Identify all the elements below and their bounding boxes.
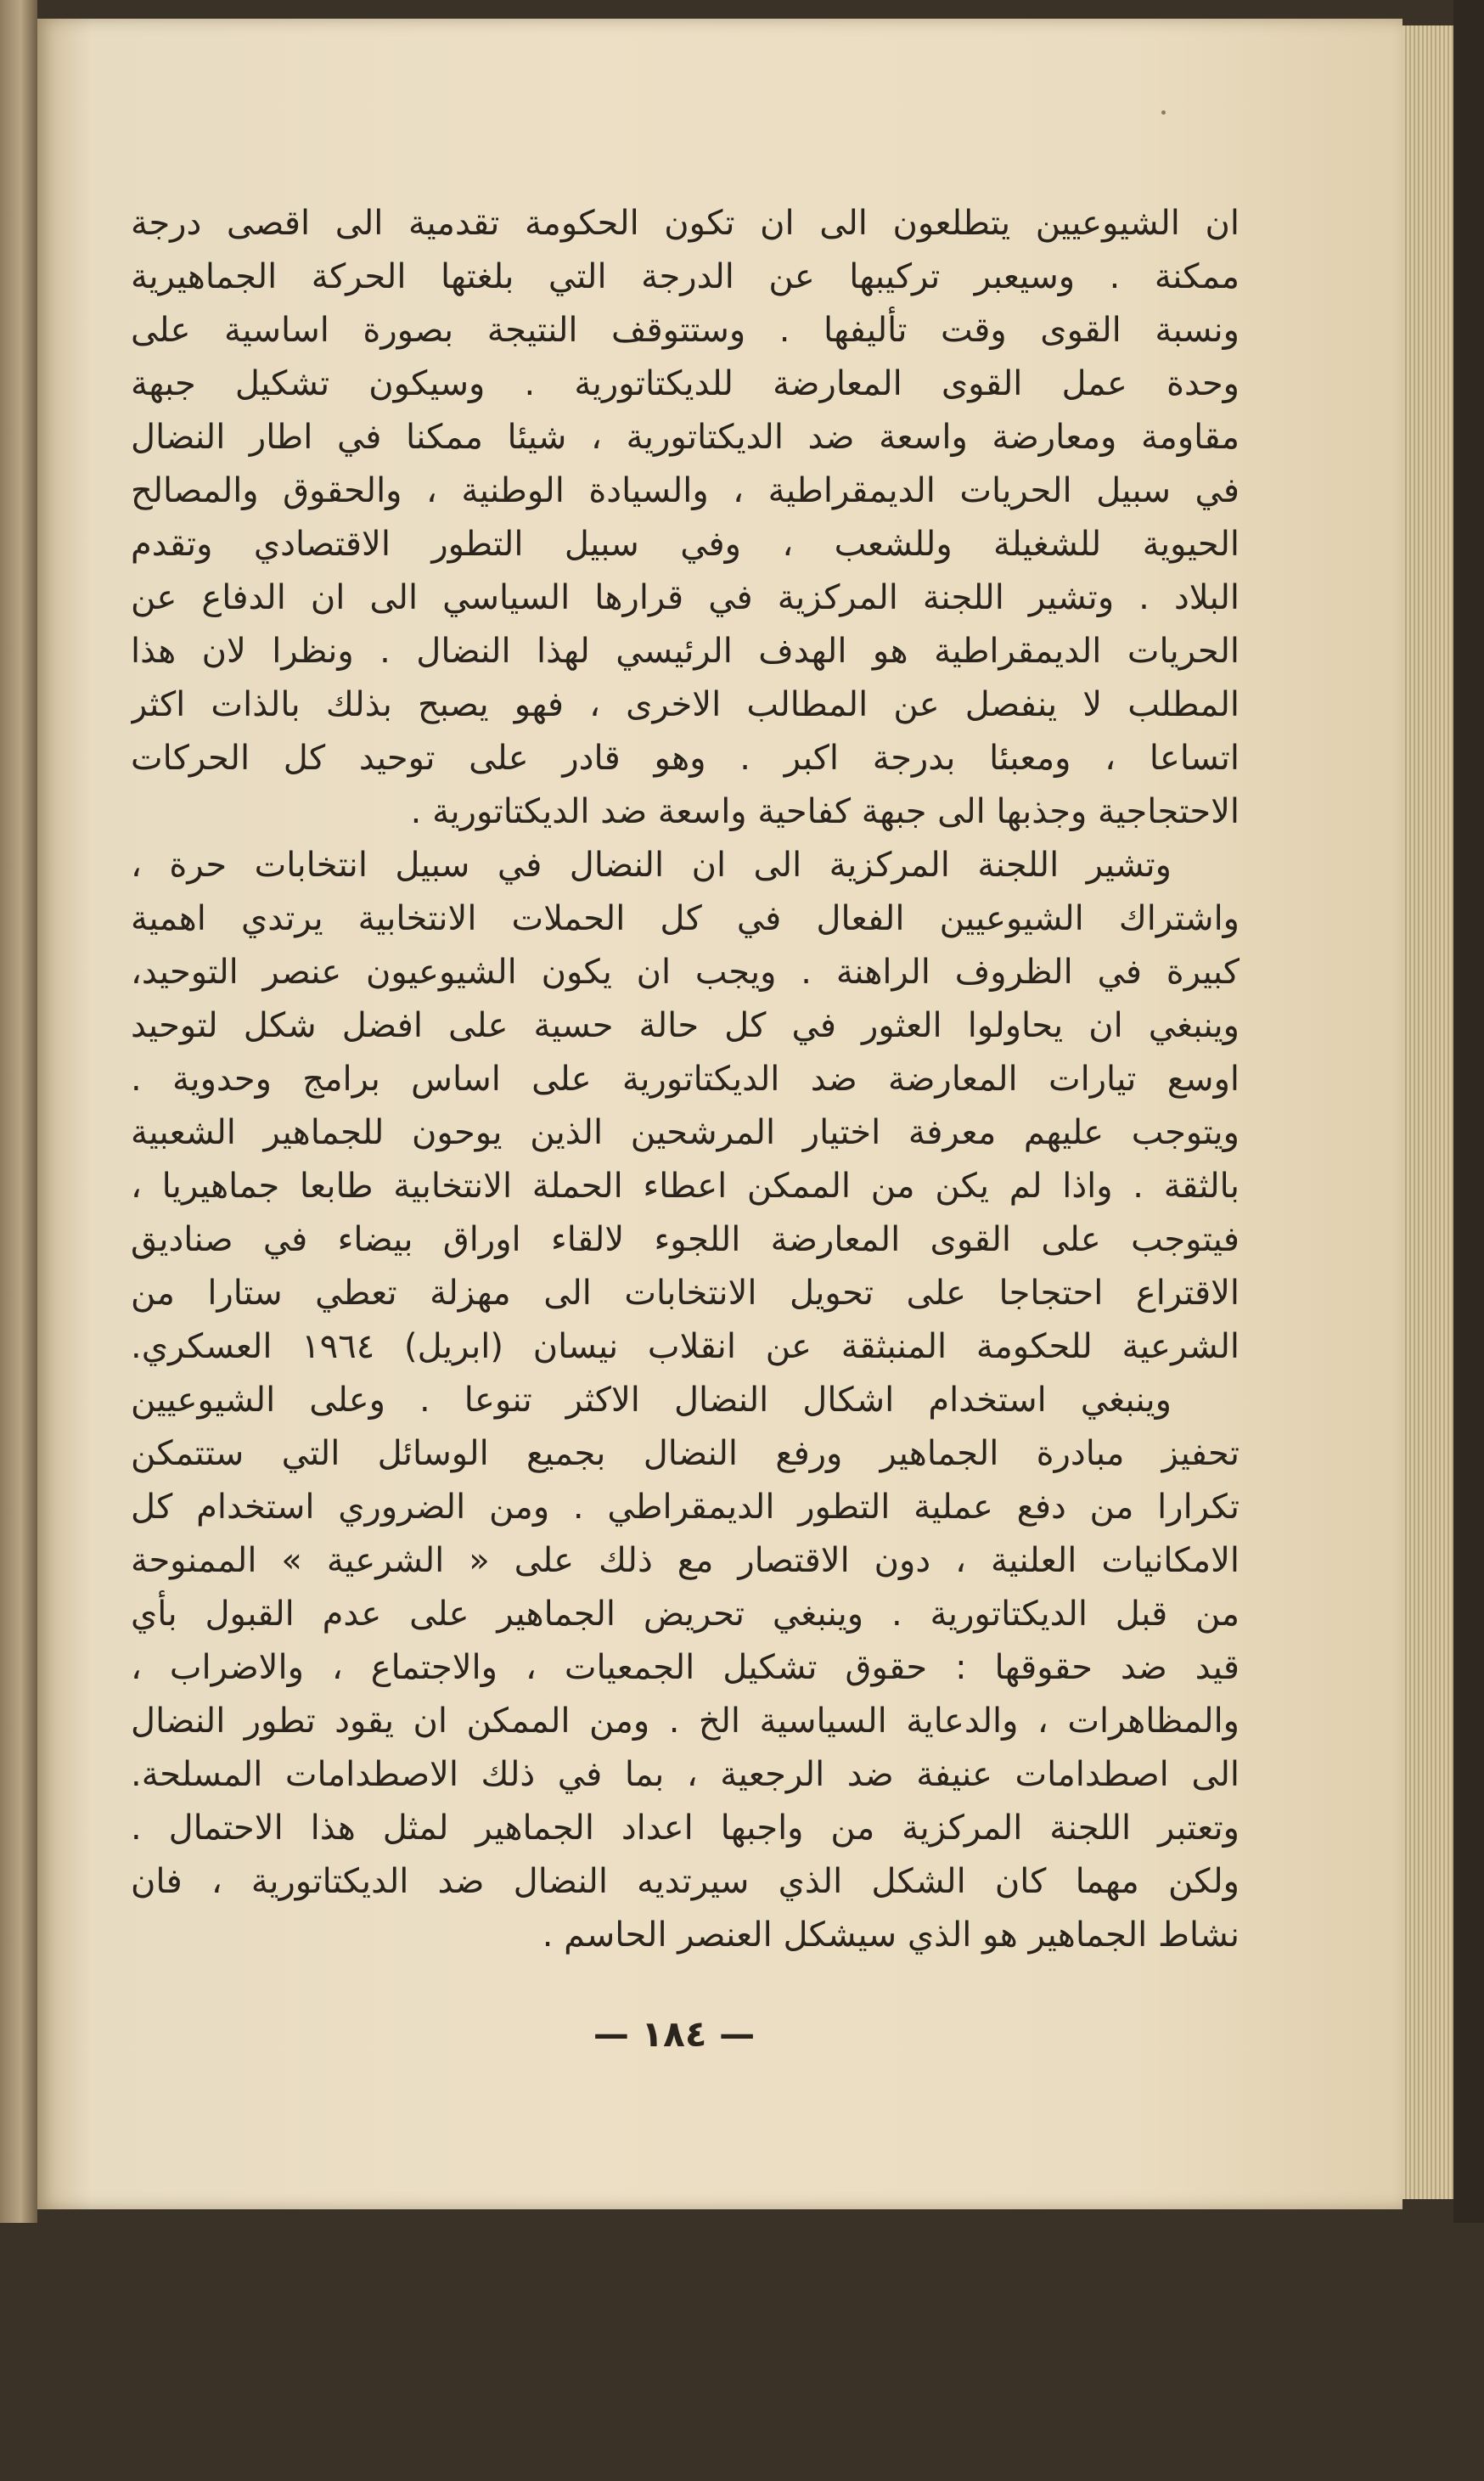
text-line: الحريات الديمقراطية هو الهدف الرئيسي لهذا النضال . ونظرا لان هذا xyxy=(131,632,1239,671)
text-line: الاحتجاجية وجذبها الى جبهة كفاحية واسعة ضد الديكتاتورية . xyxy=(410,792,1239,831)
text-line: فيتوجب على القوى المعارضة اللجوء لالقاء اوراق بيضاء في صناديق xyxy=(131,1220,1239,1259)
page-number: — ١٨٤ — xyxy=(593,2013,756,2055)
page-number-hidden xyxy=(586,2430,790,2481)
background-margin xyxy=(1453,0,1484,2223)
text-line: وتعتبر اللجنة المركزية من واجبها اعداد الجماهير لمثل هذا الاحتمال . xyxy=(131,1809,1239,1848)
text-line: كبيرة في الظروف الراهنة . ويجب ان يكون الشيوعيون عنصر التوحيد، xyxy=(131,953,1239,992)
text-line: بالثقة . واذا لم يكن من الممكن اعطاء الحملة الانتخابية طابعا جماهيريا ، xyxy=(131,1167,1239,1206)
text-line: وينبغي استخدام اشكال النضال الاكثر تنوعا . وعلى الشيوعيين xyxy=(131,1381,1172,1420)
text-line: والمظاهرات ، والدعاية السياسية الخ . ومن الممكن ان يقود تطور النضال xyxy=(131,1702,1239,1741)
body-text xyxy=(131,197,1239,1962)
text-line: الامكانيات العلنية ، دون الاقتصار مع ذلك على « الشرعية » الممنوحة xyxy=(131,1541,1239,1580)
page-stack-edges xyxy=(1402,25,1453,2199)
text-line: ونسبة القوى وقت تأليفها . وستتوقف النتيجة بصورة اساسية على xyxy=(131,311,1239,350)
text-line: واشتراك الشيوعيين الفعال في كل الحملات الانتخابية يرتدي اهمية xyxy=(131,899,1239,938)
text-line: الحيوية للشغيلة وللشعب ، وفي سبيل التطور الاقتصادي وتقدم xyxy=(131,525,1239,564)
text-line: ولكن مهما كان الشكل الذي سيرتديه النضال ضد الديكتاتورية ، فان xyxy=(131,1862,1239,1901)
text-line: ممكنة . وسيعبر تركيبها عن الدرجة التي بلغتها الحركة الجماهيرية xyxy=(131,257,1239,296)
text-line: من قبل الديكتاتورية . وينبغي تحريض الجماهير على عدم القبول بأي xyxy=(131,1595,1239,1634)
text-line: مقاومة ومعارضة واسعة ضد الديكتاتورية ، شيئا ممكنا في اطار النضال xyxy=(131,418,1239,457)
text-line: وتشير اللجنة المركزية الى ان النضال في سبيل انتخابات حرة ، xyxy=(131,846,1172,885)
facing-page-edge xyxy=(0,0,37,2223)
text-line: المطلب لا ينفصل عن المطالب الاخرى ، فهو يصبح بذلك بالذات اكثر xyxy=(131,685,1239,724)
text-line: تحفيز مبادرة الجماهير ورفع النضال بجميع الوسائل التي ستتمكن xyxy=(131,1434,1239,1473)
text-line: ويتوجب عليهم معرفة اختيار المرشحين الذين يوحون للجماهير الشعبية xyxy=(131,1113,1239,1152)
text-line: قيد ضد حقوقها : حقوق تشكيل الجمعيات ، والاجتماع ، والاضراب ، xyxy=(131,1648,1239,1687)
text-line: اتساعا ، ومعبئا بدرجة اكبر . وهو قادر على توحيد كل الحركات xyxy=(131,739,1239,778)
text-line: في سبيل الحريات الديمقراطية ، والسيادة الوطنية ، والحقوق والمصالح xyxy=(131,471,1239,510)
paper-speck xyxy=(1161,110,1166,115)
text-line: وينبغي ان يحاولوا العثور في كل حالة حسية على افضل شكل لتوحيد xyxy=(131,1006,1239,1045)
text-line: البلاد . وتشير اللجنة المركزية في قرارها السياسي الى ان الدفاع عن xyxy=(131,578,1239,617)
text-line: تكرارا من دفع عملية التطور الديمقراطي . ومن الضروري استخدام كل xyxy=(131,1488,1239,1527)
text-line: اوسع تيارات المعارضة ضد الديكتاتورية على اساس برامج وحدوية . xyxy=(131,1060,1239,1099)
text-line: وحدة عمل القوى المعارضة للديكتاتورية . وسيكون تشكيل جبهة xyxy=(131,364,1239,403)
text-line: الى اصطدامات عنيفة ضد الرجعية ، بما في ذلك الاصطدامات المسلحة. xyxy=(131,1755,1239,1794)
text-line: نشاط الجماهير هو الذي سيشكل العنصر الحاسم . xyxy=(542,1916,1239,1955)
text-line: ان الشيوعيين يتطلعون الى ان تكون الحكومة تقدمية الى اقصى درجة xyxy=(131,204,1239,243)
text-line: الشرعية للحكومة المنبثقة عن انقلاب نيسان (ابريل) ١٩٦٤ العسكري. xyxy=(131,1327,1239,1366)
text-line: الاقتراع احتجاجا على تحويل الانتخابات الى مهزلة تعطي ستارا من xyxy=(131,1274,1239,1313)
